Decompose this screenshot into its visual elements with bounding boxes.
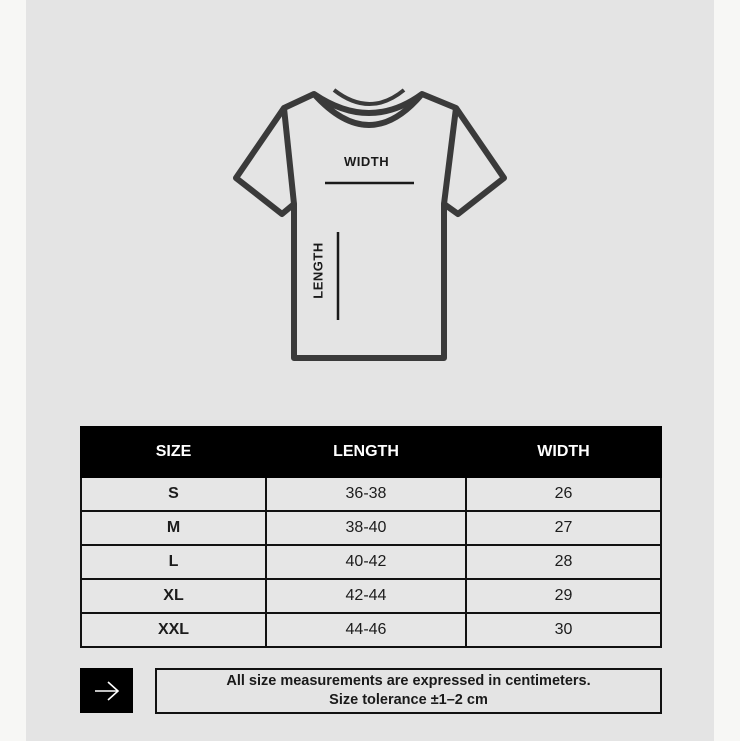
- width-label: WIDTH: [344, 154, 390, 169]
- length-cell: 36-38: [266, 477, 466, 511]
- tshirt-diagram-icon: [230, 86, 510, 366]
- note-line-1: All size measurements are expressed in centimeters.: [226, 673, 591, 689]
- length-cell: 38-40: [266, 511, 466, 545]
- length-cell: 42-44: [266, 579, 466, 613]
- header-width: WIDTH: [466, 427, 661, 477]
- table-row: [81, 511, 661, 545]
- arrow-button: [80, 668, 133, 713]
- width-cell: 29: [466, 579, 661, 613]
- size-cell: XL: [81, 579, 266, 613]
- table-row: [81, 579, 661, 613]
- width-cell: 26: [466, 477, 661, 511]
- size-cell: L: [81, 545, 266, 579]
- arrow-right-icon: [93, 680, 121, 702]
- width-cell: 28: [466, 545, 661, 579]
- length-cell: 40-42: [266, 545, 466, 579]
- header-size: SIZE: [81, 427, 266, 477]
- table-row: [81, 545, 661, 579]
- measurement-note: [155, 668, 662, 714]
- size-cell: XXL: [81, 613, 266, 647]
- size-table: [80, 426, 662, 648]
- header-length: LENGTH: [266, 427, 466, 477]
- table-header-row: [81, 427, 661, 477]
- table-row: [81, 613, 661, 647]
- width-cell: 27: [466, 511, 661, 545]
- note-line-2: Size tolerance ±1–2 cm: [329, 692, 488, 708]
- size-cell: M: [81, 511, 266, 545]
- length-cell: 44-46: [266, 613, 466, 647]
- length-label: LENGTH: [310, 242, 326, 299]
- width-cell: 30: [466, 613, 661, 647]
- table-row: [81, 477, 661, 511]
- size-cell: S: [81, 477, 266, 511]
